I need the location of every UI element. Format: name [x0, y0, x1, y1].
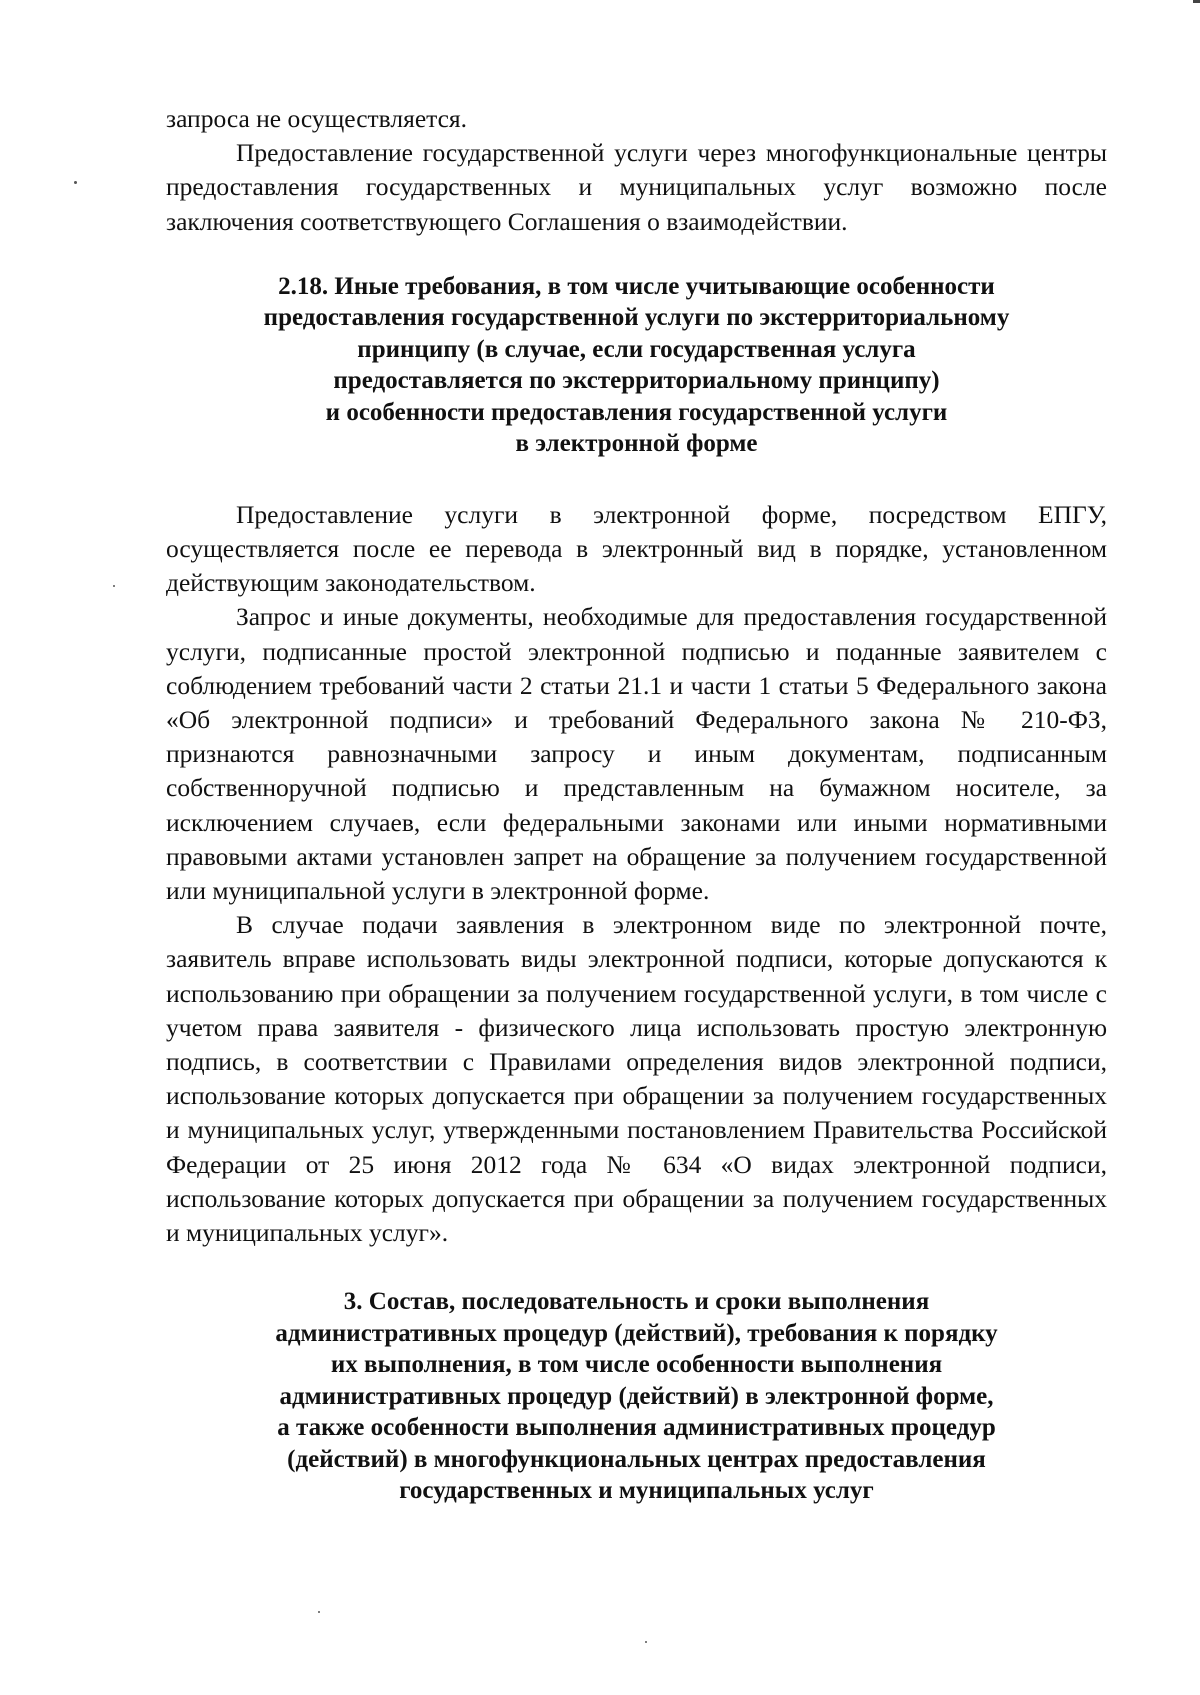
- paragraph-request: Запрос и иные документы, необходимые для предоставления государственной услуги, подписанные простой электронной подписью и поданные заявителем с соблюдением требований части 2 статьи 21.1 и части 1 статьи 5 Федерального закона «Об электронной подписи» и требований Федерального закона № 210-ФЗ, признаются равнозначными запросу и иным документам, подписанным собственноручной подписью и представленным на бумажном носителе, за исключением случаев, если федеральными законами или иными нормативными правовыми актами установлен запрет на обращение за получением государственной или муниципальной услуги в электронной форме.: [166, 602, 1107, 906]
- heading-line: их выполнения, в том числе особенности выполнения: [330, 1351, 943, 1379]
- lead-line: запроса не осуществляется.: [166, 104, 468, 133]
- paragraph-epgu: Предоставление услуги в электронной форме, посредством ЕПГУ, осуществляется после ее перевода в электронный вид в порядке, установленном действующим законодательством.: [166, 499, 1107, 598]
- heading-line: административных процедур (действий), требования к порядку: [275, 1319, 998, 1347]
- heading-line: (действий) в многофункциональных центрах предоставления: [287, 1445, 986, 1473]
- heading-line: предоставляется по экстерриториальному принципу): [333, 367, 940, 395]
- scan-edge-mark: [1193, 0, 1200, 3]
- heading-line: принципу (в случае, если государственная услуга: [357, 335, 916, 363]
- heading-line: 3. Состав, последовательность и сроки выполнения: [343, 1288, 930, 1316]
- scan-speck: [318, 1611, 320, 1613]
- document-body: [166, 102, 1107, 1507]
- paragraph-email: В случае подачи заявления в электронном виде по электронной почте, заявитель вправе использовать виды электронной подписи, которые допускаются к использованию при обращении за получением государственной услуги, в том числе с учетом права заявителя - физического лица использовать простую электронную подпись, в соответствии с Правилами определения видов электронной подписи, использование которых допускается при обращении за получением государственных и муниципальных услуг, утвержденными постановлением Правительства Российской Федерации от 25 июня 2012 года № 634 «О видах электронной подписи, использование которых допускается при обращении за получением государственных и муниципальных услуг».: [166, 910, 1107, 1248]
- section-3-heading: [166, 1286, 1107, 1507]
- scan-speck: [113, 585, 115, 587]
- scan-speck: [645, 1641, 647, 1643]
- heading-line: 2.18. Иные требования, в том числе учитывающие особенности: [278, 272, 995, 300]
- heading-line: государственных и муниципальных услуг: [399, 1477, 874, 1505]
- scan-speck: [74, 181, 77, 184]
- heading-line: и особенности предоставления государственной услуги: [325, 398, 948, 426]
- paragraph-mfc: Предоставление государственной услуги через многофункциональные центры предоставления государственных и муниципальных услуг возможно после заключения соответствующего Соглашения о взаимодействии.: [166, 138, 1107, 236]
- section-2-18-heading: [166, 271, 1107, 460]
- heading-line: предоставления государственной услуги по экстерриториальному: [263, 304, 1010, 332]
- heading-line: в электронной форме: [515, 430, 758, 458]
- heading-line: административных процедур (действий) в электронной форме,: [279, 1382, 994, 1410]
- heading-line: а также особенности выполнения административных процедур: [277, 1414, 996, 1442]
